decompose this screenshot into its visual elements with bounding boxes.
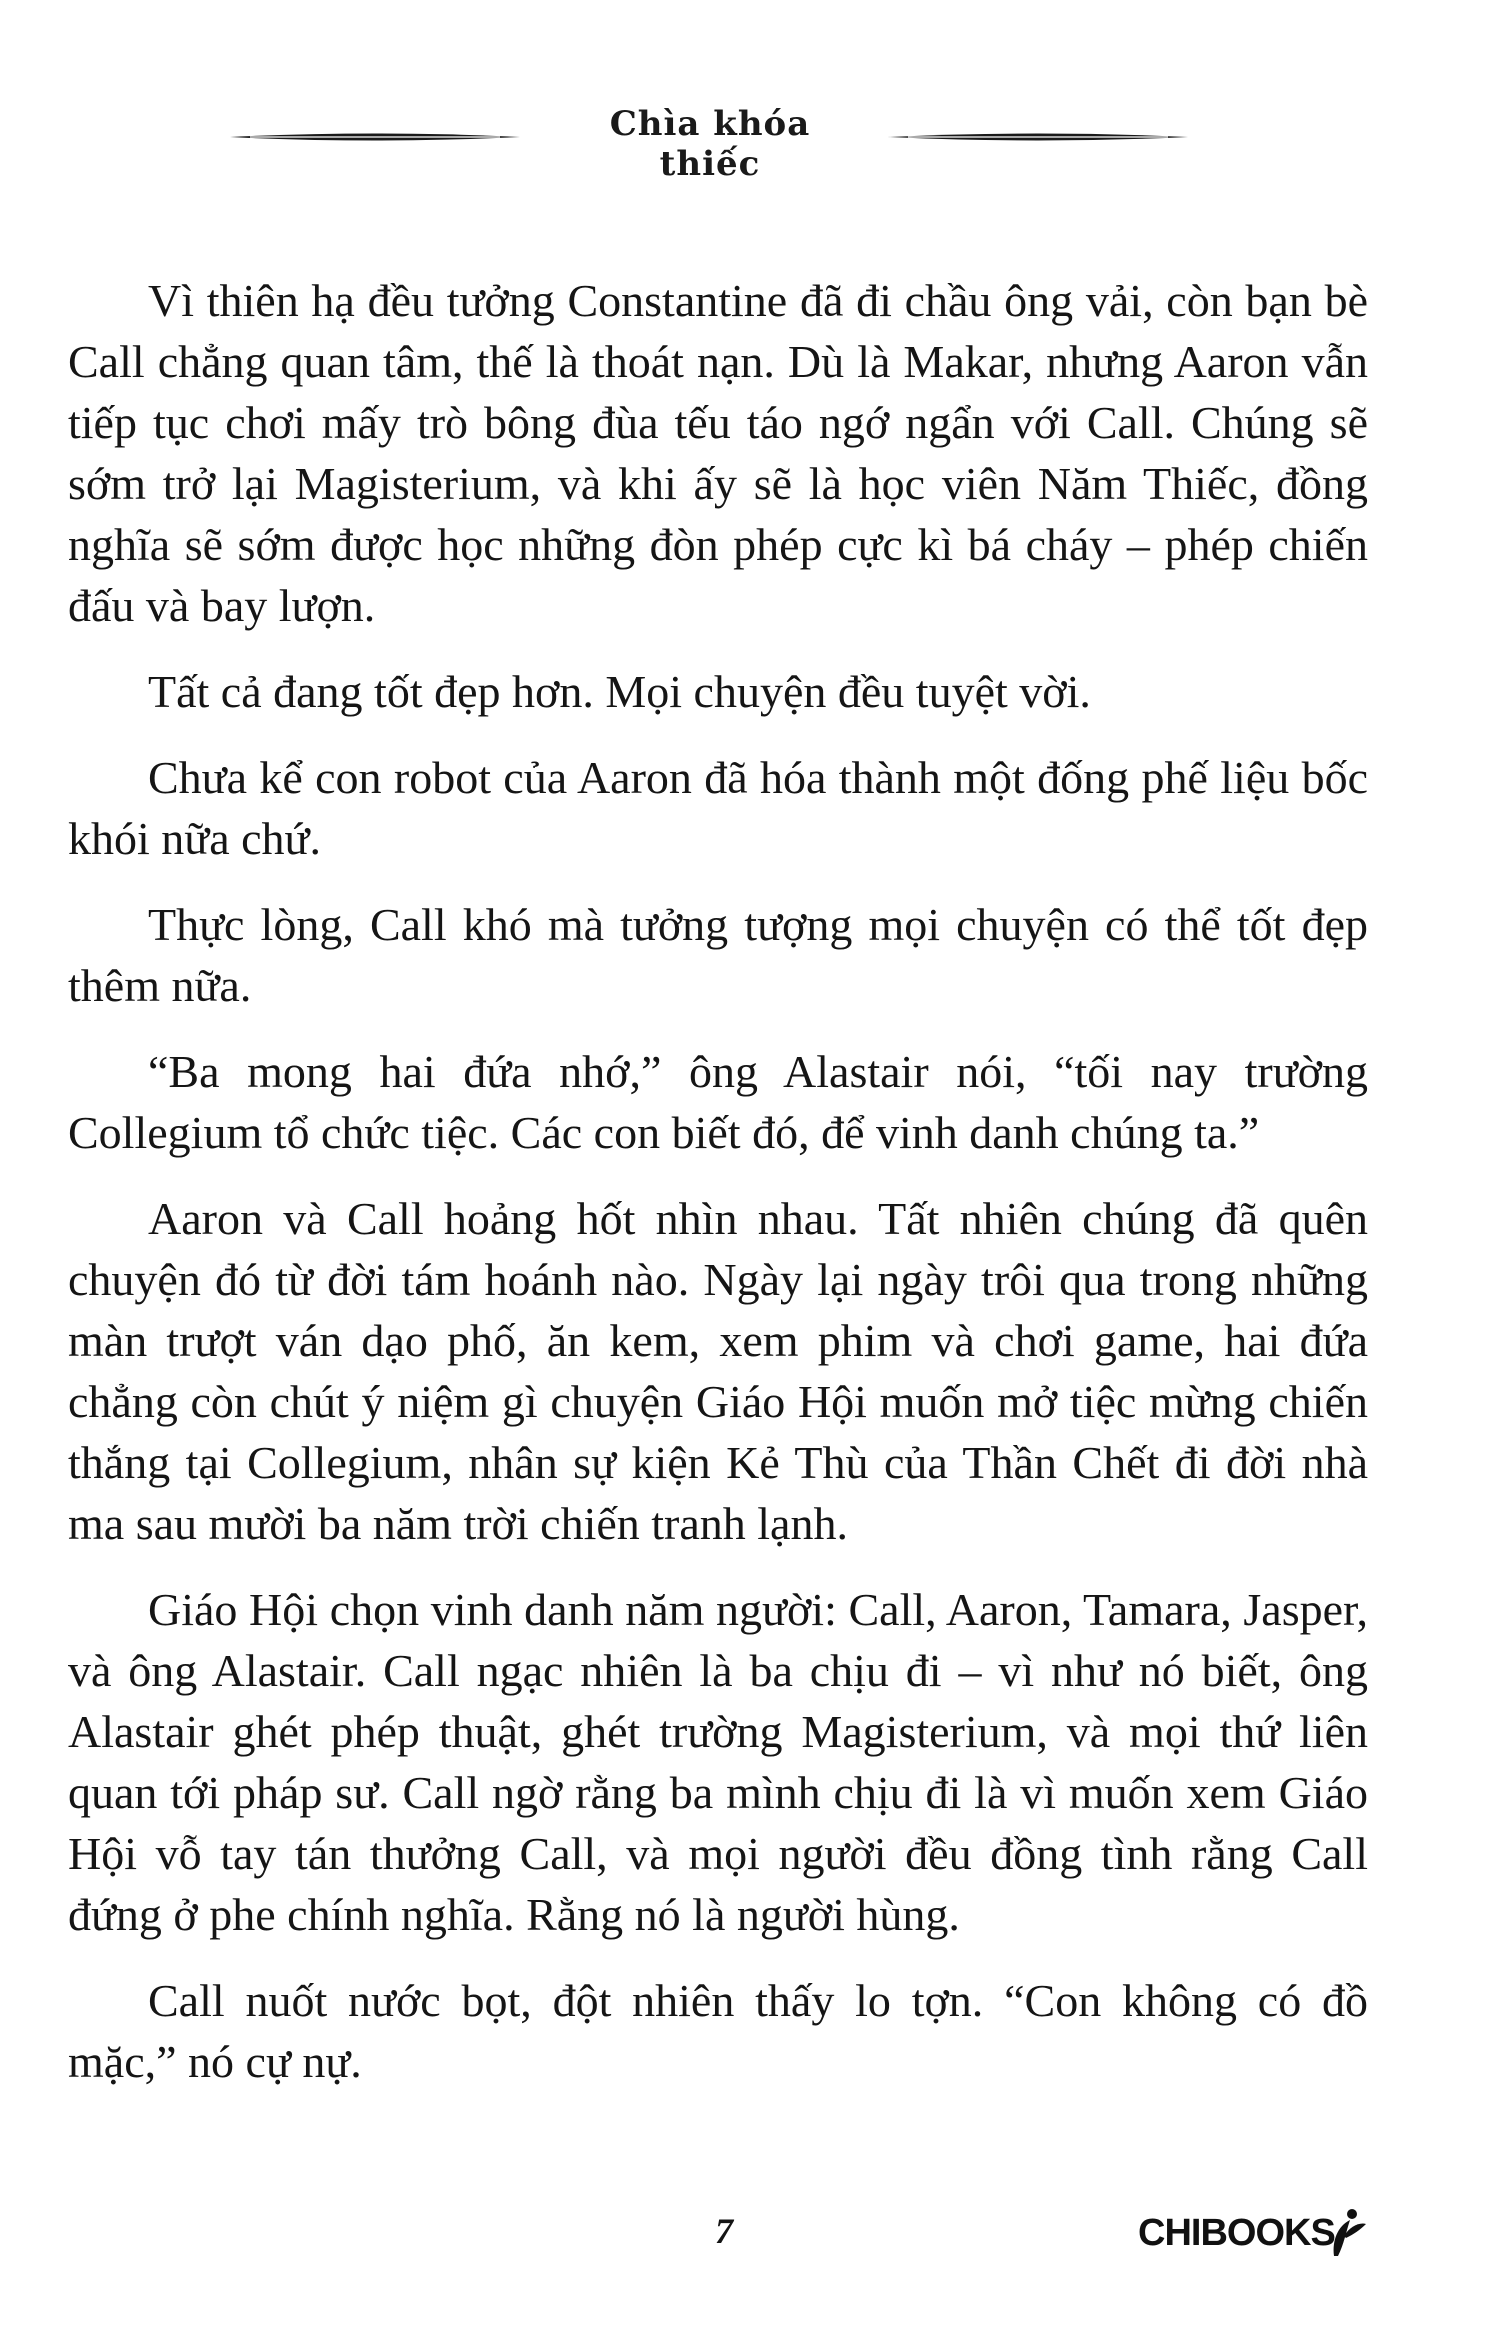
page-number: 7 — [715, 2211, 733, 2251]
publisher-name: CHIBOOKS — [1138, 2212, 1335, 2254]
leaf-icon — [1328, 2206, 1368, 2262]
header-rule-left — [230, 130, 520, 144]
publisher-logo — [1138, 2206, 1368, 2262]
paragraph: Thực lòng, Call khó mà tưởng tượng mọi chuyện có thể tốt đẹp thêm nữa. — [68, 899, 1368, 1011]
paragraph: Chưa kể con robot của Aaron đã hóa thành một đống phế liệu bốc khói nữa chứ. — [68, 752, 1368, 864]
paragraph: Giáo Hội chọn vinh danh năm người: Call, Aaron, Tamara, Jasper, và ông Alastair. Call ngạc nhiên là ba chịu đi – vì như nó biết, ông Alastair ghét phép thuật, ghét trường Magisterium, và mọi thứ liên quan tới pháp sư. Call ngờ rằng ba mình chịu đi là vì muốn xem Giáo Hội vỗ tay tán thưởng Call, và mọi người đều đồng tình rằng Call đứng ở phe chính nghĩa. Rằng nó là người hùng. — [68, 1584, 1368, 1940]
paragraph: Call nuốt nước bọt, đột nhiên thấy lo tợn. “Con không có đồ mặc,” nó cự nự. — [68, 1975, 1368, 2087]
paragraph: Vì thiên hạ đều tưởng Constantine đã đi chầu ông vải, còn bạn bè Call chẳng quan tâm, thế là thoát nạn. Dù là Makar, nhưng Aaron vẫn tiếp tục chơi mấy trò bông đùa tếu táo ngớ ngẩn với Call. Chúng sẽ sớm trở lại Magisterium, và khi ấy sẽ là học viên Năm Thiếc, đồng nghĩa sẽ sớm được học những đòn phép cực kì bá cháy – phép chiến đấu và bay lượn. — [68, 275, 1368, 631]
header-rule-right — [888, 130, 1188, 144]
chapter-title: Chìa khóa thiếc — [609, 104, 811, 184]
running-header — [0, 104, 1488, 184]
paragraph: “Ba mong hai đứa nhớ,” ông Alastair nói, “tối nay trường Collegium tổ chức tiệc. Các con biết đó, để vinh danh chúng ta.” — [68, 1046, 1368, 1158]
paragraph: Tất cả đang tốt đẹp hơn. Mọi chuyện đều tuyệt vời. — [148, 666, 1091, 717]
paragraph: Aaron và Call hoảng hốt nhìn nhau. Tất nhiên chúng đã quên chuyện đó từ đời tám hoánh nào. Ngày lại ngày trôi qua trong những màn trượt ván dạo phố, ăn kem, xem phim và chơi game, hai đứa chẳng còn chút ý niệm gì chuyện Giáo Hội muốn mở tiệc mừng chiến thắng tại Collegium, nhân sự kiện Kẻ Thù của Thần Chết đi đời nhà ma sau mười ba năm trời chiến tranh lạnh. — [68, 1193, 1368, 1549]
body-text — [68, 270, 1368, 2117]
